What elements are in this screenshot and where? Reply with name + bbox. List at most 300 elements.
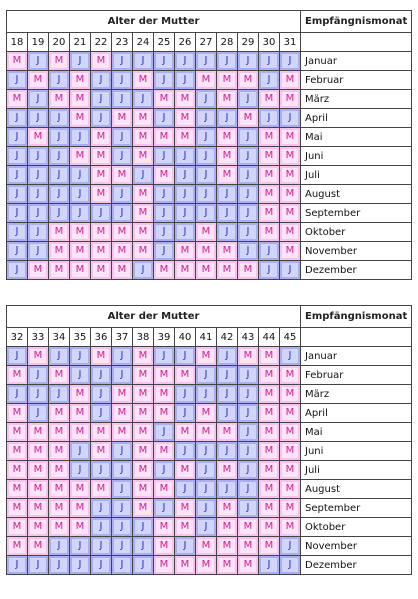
gender-letter: J: [198, 54, 214, 68]
gender-letter: J: [198, 444, 214, 458]
gender-cell-m: [238, 71, 259, 90]
gender-cell-m: [196, 347, 217, 366]
gender-letter: M: [219, 73, 235, 87]
table-row: [7, 423, 412, 442]
gender-cell-m: [133, 185, 154, 204]
gender-cell-j: [28, 166, 49, 185]
gender-letter: M: [219, 168, 235, 182]
gender-cell-m: [49, 90, 70, 109]
gender-cell-m: [154, 480, 175, 499]
gender-letter: J: [156, 425, 172, 439]
age-cell: 22: [91, 33, 112, 52]
gender-cell-m: [280, 71, 301, 90]
gender-letter: M: [240, 73, 256, 87]
gender-letter: M: [240, 111, 256, 125]
gender-cell-m: [280, 423, 301, 442]
table-row: [7, 185, 412, 204]
gender-letter: M: [198, 425, 214, 439]
gender-letter: M: [282, 244, 298, 258]
gender-cell-j: [70, 204, 91, 223]
gender-cell-j: [28, 242, 49, 261]
blank-cell: [301, 33, 412, 52]
mother-age-header: Alter der Mutter: [7, 306, 301, 328]
gender-letter: J: [72, 168, 88, 182]
gender-letter: J: [240, 425, 256, 439]
gender-letter: J: [114, 54, 130, 68]
gender-cell-j: [70, 52, 91, 71]
gender-cell-j: [238, 366, 259, 385]
gender-cell-j: [175, 223, 196, 242]
gender-cell-j: [70, 537, 91, 556]
gender-letter: M: [72, 263, 88, 277]
gender-letter: J: [240, 501, 256, 515]
table-row: [7, 499, 412, 518]
gender-letter: M: [72, 482, 88, 496]
gender-cell-m: [49, 52, 70, 71]
gender-cell-m: [196, 71, 217, 90]
gender-cell-j: [112, 128, 133, 147]
gender-cell-m: [196, 423, 217, 442]
gender-letter: M: [93, 425, 109, 439]
gender-letter: J: [114, 368, 130, 382]
gender-cell-m: [7, 90, 28, 109]
gender-cell-m: [133, 461, 154, 480]
gender-cell-m: [259, 90, 280, 109]
gender-letter: J: [282, 263, 298, 277]
gender-letter: M: [72, 111, 88, 125]
gender-letter: M: [9, 520, 25, 534]
gender-letter: M: [240, 263, 256, 277]
gender-cell-j: [91, 556, 112, 575]
gender-letter: J: [156, 206, 172, 220]
gender-cell-j: [91, 90, 112, 109]
gender-letter: J: [198, 482, 214, 496]
gender-letter: J: [9, 206, 25, 220]
gender-letter: M: [51, 406, 67, 420]
gender-cell-j: [7, 71, 28, 90]
gender-cell-j: [196, 461, 217, 480]
gender-letter: J: [114, 187, 130, 201]
gender-cell-j: [91, 461, 112, 480]
gender-cell-m: [49, 223, 70, 242]
gender-cell-m: [112, 109, 133, 128]
gender-letter: M: [198, 349, 214, 363]
gender-cell-m: [280, 442, 301, 461]
gender-letter: J: [93, 558, 109, 572]
gender-letter: J: [93, 92, 109, 106]
gender-letter: J: [51, 149, 67, 163]
table-row: [7, 385, 412, 404]
gender-letter: J: [114, 558, 130, 572]
gender-letter: M: [72, 149, 88, 163]
gender-cell-m: [217, 242, 238, 261]
gender-letter: J: [51, 539, 67, 553]
gender-cell-j: [259, 556, 280, 575]
gender-cell-j: [154, 204, 175, 223]
gender-cell-m: [70, 90, 91, 109]
gender-cell-m: [280, 366, 301, 385]
month-label: März: [301, 385, 412, 404]
gender-cell-j: [112, 347, 133, 366]
gender-cell-m: [280, 128, 301, 147]
age-cell: 26: [175, 33, 196, 52]
month-label: Februar: [301, 366, 412, 385]
gender-cell-j: [70, 556, 91, 575]
gender-cell-m: [7, 499, 28, 518]
gender-cell-m: [133, 347, 154, 366]
month-label: September: [301, 499, 412, 518]
gender-letter: M: [135, 463, 151, 477]
gender-letter: J: [261, 111, 277, 125]
gender-cell-j: [175, 166, 196, 185]
gender-cell-j: [154, 242, 175, 261]
gender-letter: J: [30, 149, 46, 163]
gender-letter: M: [261, 444, 277, 458]
age-cell: 38: [133, 328, 154, 347]
gender-cell-m: [175, 423, 196, 442]
gender-cell-j: [133, 52, 154, 71]
gender-letter: J: [282, 558, 298, 572]
gender-cell-j: [7, 261, 28, 280]
gender-letter: J: [219, 54, 235, 68]
gender-cell-j: [7, 556, 28, 575]
month-label: April: [301, 404, 412, 423]
gender-letter: J: [114, 130, 130, 144]
gender-letter: J: [93, 387, 109, 401]
table-row: [7, 261, 412, 280]
gender-letter: J: [51, 187, 67, 201]
gender-cell-j: [196, 90, 217, 109]
gender-letter: M: [114, 111, 130, 125]
gender-cell-m: [133, 242, 154, 261]
gender-letter: J: [114, 463, 130, 477]
gender-cell-m: [175, 128, 196, 147]
gender-letter: M: [93, 130, 109, 144]
gender-letter: J: [219, 206, 235, 220]
gender-letter: M: [282, 130, 298, 144]
gender-letter: J: [198, 111, 214, 125]
month-label: Juli: [301, 461, 412, 480]
gender-cell-j: [238, 404, 259, 423]
gender-letter: J: [198, 368, 214, 382]
gender-letter: J: [198, 168, 214, 182]
gender-cell-j: [7, 347, 28, 366]
gender-cell-j: [217, 185, 238, 204]
gender-letter: J: [198, 92, 214, 106]
gender-cell-m: [49, 480, 70, 499]
gender-chart-table-1: [6, 10, 412, 280]
gender-letter: J: [240, 482, 256, 496]
gender-letter: J: [114, 349, 130, 363]
gender-cell-m: [280, 518, 301, 537]
gender-cell-m: [217, 90, 238, 109]
gender-cell-m: [7, 442, 28, 461]
gender-cell-j: [91, 366, 112, 385]
gender-letter: J: [219, 187, 235, 201]
gender-cell-j: [7, 185, 28, 204]
gender-cell-m: [49, 242, 70, 261]
gender-cell-j: [49, 109, 70, 128]
month-label: Februar: [301, 71, 412, 90]
gender-cell-j: [217, 52, 238, 71]
gender-cell-j: [259, 261, 280, 280]
gender-cell-m: [91, 423, 112, 442]
gender-letter: J: [114, 149, 130, 163]
gender-cell-m: [49, 518, 70, 537]
gender-letter: J: [9, 130, 25, 144]
gender-cell-m: [238, 347, 259, 366]
gender-cell-j: [280, 537, 301, 556]
gender-cell-j: [196, 166, 217, 185]
gender-cell-m: [238, 556, 259, 575]
gender-letter: J: [177, 539, 193, 553]
gender-cell-m: [7, 461, 28, 480]
gender-letter: M: [261, 130, 277, 144]
table-row: [7, 109, 412, 128]
gender-letter: J: [9, 558, 25, 572]
gender-cell-m: [154, 261, 175, 280]
gender-letter: M: [282, 187, 298, 201]
gender-cell-j: [280, 347, 301, 366]
gender-letter: J: [51, 73, 67, 87]
gender-letter: M: [156, 539, 172, 553]
gender-cell-m: [28, 128, 49, 147]
gender-cell-j: [133, 537, 154, 556]
gender-cell-j: [49, 185, 70, 204]
gender-letter: J: [93, 501, 109, 515]
gender-cell-m: [154, 385, 175, 404]
gender-letter: M: [135, 425, 151, 439]
gender-cell-m: [7, 518, 28, 537]
gender-letter: J: [114, 501, 130, 515]
gender-cell-m: [217, 556, 238, 575]
gender-cell-j: [217, 385, 238, 404]
gender-letter: J: [240, 149, 256, 163]
gender-letter: J: [177, 349, 193, 363]
gender-letter: J: [30, 406, 46, 420]
gender-letter: J: [9, 168, 25, 182]
gender-cell-j: [175, 480, 196, 499]
gender-cell-m: [217, 423, 238, 442]
gender-letter: M: [72, 92, 88, 106]
gender-letter: M: [261, 425, 277, 439]
month-label: November: [301, 537, 412, 556]
gender-letter: J: [93, 539, 109, 553]
gender-letter: M: [261, 539, 277, 553]
gender-cell-m: [49, 442, 70, 461]
gender-cell-j: [259, 71, 280, 90]
table-row: [7, 518, 412, 537]
gender-letter: M: [135, 244, 151, 258]
gender-cell-m: [112, 261, 133, 280]
gender-cell-j: [175, 185, 196, 204]
gender-letter: J: [177, 387, 193, 401]
gender-letter: M: [114, 263, 130, 277]
gender-cell-j: [91, 518, 112, 537]
gender-cell-m: [259, 537, 280, 556]
gender-letter: J: [114, 482, 130, 496]
gender-letter: J: [30, 387, 46, 401]
gender-letter: M: [282, 501, 298, 515]
gender-cell-m: [217, 71, 238, 90]
gender-letter: M: [177, 425, 193, 439]
gender-cell-j: [217, 442, 238, 461]
gender-letter: M: [135, 368, 151, 382]
gender-letter: M: [198, 406, 214, 420]
gender-cell-j: [238, 499, 259, 518]
gender-cell-j: [154, 423, 175, 442]
gender-cell-j: [196, 109, 217, 128]
gender-cell-m: [217, 461, 238, 480]
gender-letter: M: [135, 130, 151, 144]
age-cell: 18: [7, 33, 28, 52]
gender-cell-m: [238, 537, 259, 556]
gender-letter: M: [156, 482, 172, 496]
gender-cell-m: [196, 556, 217, 575]
gender-cell-j: [7, 147, 28, 166]
gender-cell-m: [175, 90, 196, 109]
gender-cell-m: [91, 480, 112, 499]
gender-letter: M: [51, 520, 67, 534]
gender-cell-m: [91, 128, 112, 147]
gender-letter: J: [177, 225, 193, 239]
gender-letter: M: [261, 187, 277, 201]
table-row: [7, 52, 412, 71]
gender-letter: J: [177, 54, 193, 68]
gender-letter: J: [51, 111, 67, 125]
gender-cell-m: [280, 242, 301, 261]
gender-letter: J: [72, 130, 88, 144]
gender-letter: M: [30, 73, 46, 87]
gender-letter: J: [93, 73, 109, 87]
gender-cell-j: [7, 385, 28, 404]
gender-letter: M: [9, 406, 25, 420]
month-label: Oktober: [301, 223, 412, 242]
gender-letter: J: [156, 463, 172, 477]
gender-letter: M: [72, 244, 88, 258]
gender-cell-j: [7, 204, 28, 223]
gender-cell-m: [175, 261, 196, 280]
age-cell: 21: [70, 33, 91, 52]
gender-cell-j: [217, 109, 238, 128]
gender-cell-m: [259, 442, 280, 461]
gender-cell-j: [112, 518, 133, 537]
gender-letter: J: [72, 54, 88, 68]
gender-letter: J: [240, 444, 256, 458]
gender-cell-j: [154, 223, 175, 242]
gender-cell-m: [49, 404, 70, 423]
gender-letter: M: [282, 463, 298, 477]
gender-cell-m: [91, 261, 112, 280]
gender-letter: M: [135, 149, 151, 163]
gender-cell-j: [154, 52, 175, 71]
gender-cell-m: [91, 185, 112, 204]
gender-letter: J: [114, 539, 130, 553]
gender-cell-m: [133, 204, 154, 223]
gender-letter: J: [114, 73, 130, 87]
gender-cell-m: [70, 499, 91, 518]
table-row: [7, 147, 412, 166]
gender-letter: J: [93, 111, 109, 125]
gender-cell-m: [238, 261, 259, 280]
gender-letter: J: [198, 501, 214, 515]
gender-cell-m: [259, 347, 280, 366]
conception-month-header: Empfängnismonat: [301, 306, 412, 328]
gender-letter: J: [156, 225, 172, 239]
gender-letter: J: [9, 73, 25, 87]
gender-letter: M: [177, 520, 193, 534]
table-row: [7, 166, 412, 185]
gender-letter: M: [219, 425, 235, 439]
gender-cell-m: [238, 518, 259, 537]
gender-letter: M: [156, 130, 172, 144]
gender-cell-j: [196, 128, 217, 147]
gender-cell-j: [112, 71, 133, 90]
gender-letter: M: [30, 425, 46, 439]
gender-letter: M: [219, 244, 235, 258]
gender-cell-m: [70, 223, 91, 242]
gender-letter: J: [282, 539, 298, 553]
gender-cell-j: [112, 52, 133, 71]
gender-letter: M: [177, 92, 193, 106]
gender-letter: J: [240, 206, 256, 220]
gender-letter: M: [219, 520, 235, 534]
gender-cell-j: [154, 71, 175, 90]
gender-cell-m: [7, 537, 28, 556]
gender-cell-m: [133, 385, 154, 404]
gender-cell-j: [70, 366, 91, 385]
gender-cell-j: [196, 52, 217, 71]
gender-letter: M: [219, 501, 235, 515]
age-cell: 37: [112, 328, 133, 347]
table-row: [7, 347, 412, 366]
gender-letter: M: [177, 463, 193, 477]
gender-letter: J: [240, 168, 256, 182]
gender-letter: J: [72, 368, 88, 382]
gender-letter: M: [198, 244, 214, 258]
gender-cell-m: [154, 128, 175, 147]
gender-letter: J: [9, 149, 25, 163]
gender-letter: J: [261, 263, 277, 277]
gender-letter: J: [30, 54, 46, 68]
gender-cell-j: [133, 261, 154, 280]
gender-cell-j: [175, 404, 196, 423]
gender-cell-m: [49, 366, 70, 385]
gender-cell-m: [133, 128, 154, 147]
age-cell: 23: [112, 33, 133, 52]
gender-cell-m: [28, 537, 49, 556]
gender-cell-j: [91, 499, 112, 518]
gender-letter: M: [72, 73, 88, 87]
table-row: [7, 442, 412, 461]
gender-letter: J: [177, 73, 193, 87]
gender-cell-m: [91, 52, 112, 71]
gender-cell-j: [70, 442, 91, 461]
gender-cell-j: [28, 109, 49, 128]
gender-cell-m: [28, 347, 49, 366]
gender-cell-j: [196, 480, 217, 499]
gender-letter: J: [198, 187, 214, 201]
gender-letter: J: [51, 206, 67, 220]
gender-letter: M: [30, 444, 46, 458]
gender-cell-m: [259, 147, 280, 166]
gender-cell-m: [259, 366, 280, 385]
gender-cell-j: [49, 556, 70, 575]
gender-cell-j: [133, 166, 154, 185]
gender-cell-j: [91, 537, 112, 556]
gender-letter: M: [261, 92, 277, 106]
gender-cell-j: [112, 147, 133, 166]
